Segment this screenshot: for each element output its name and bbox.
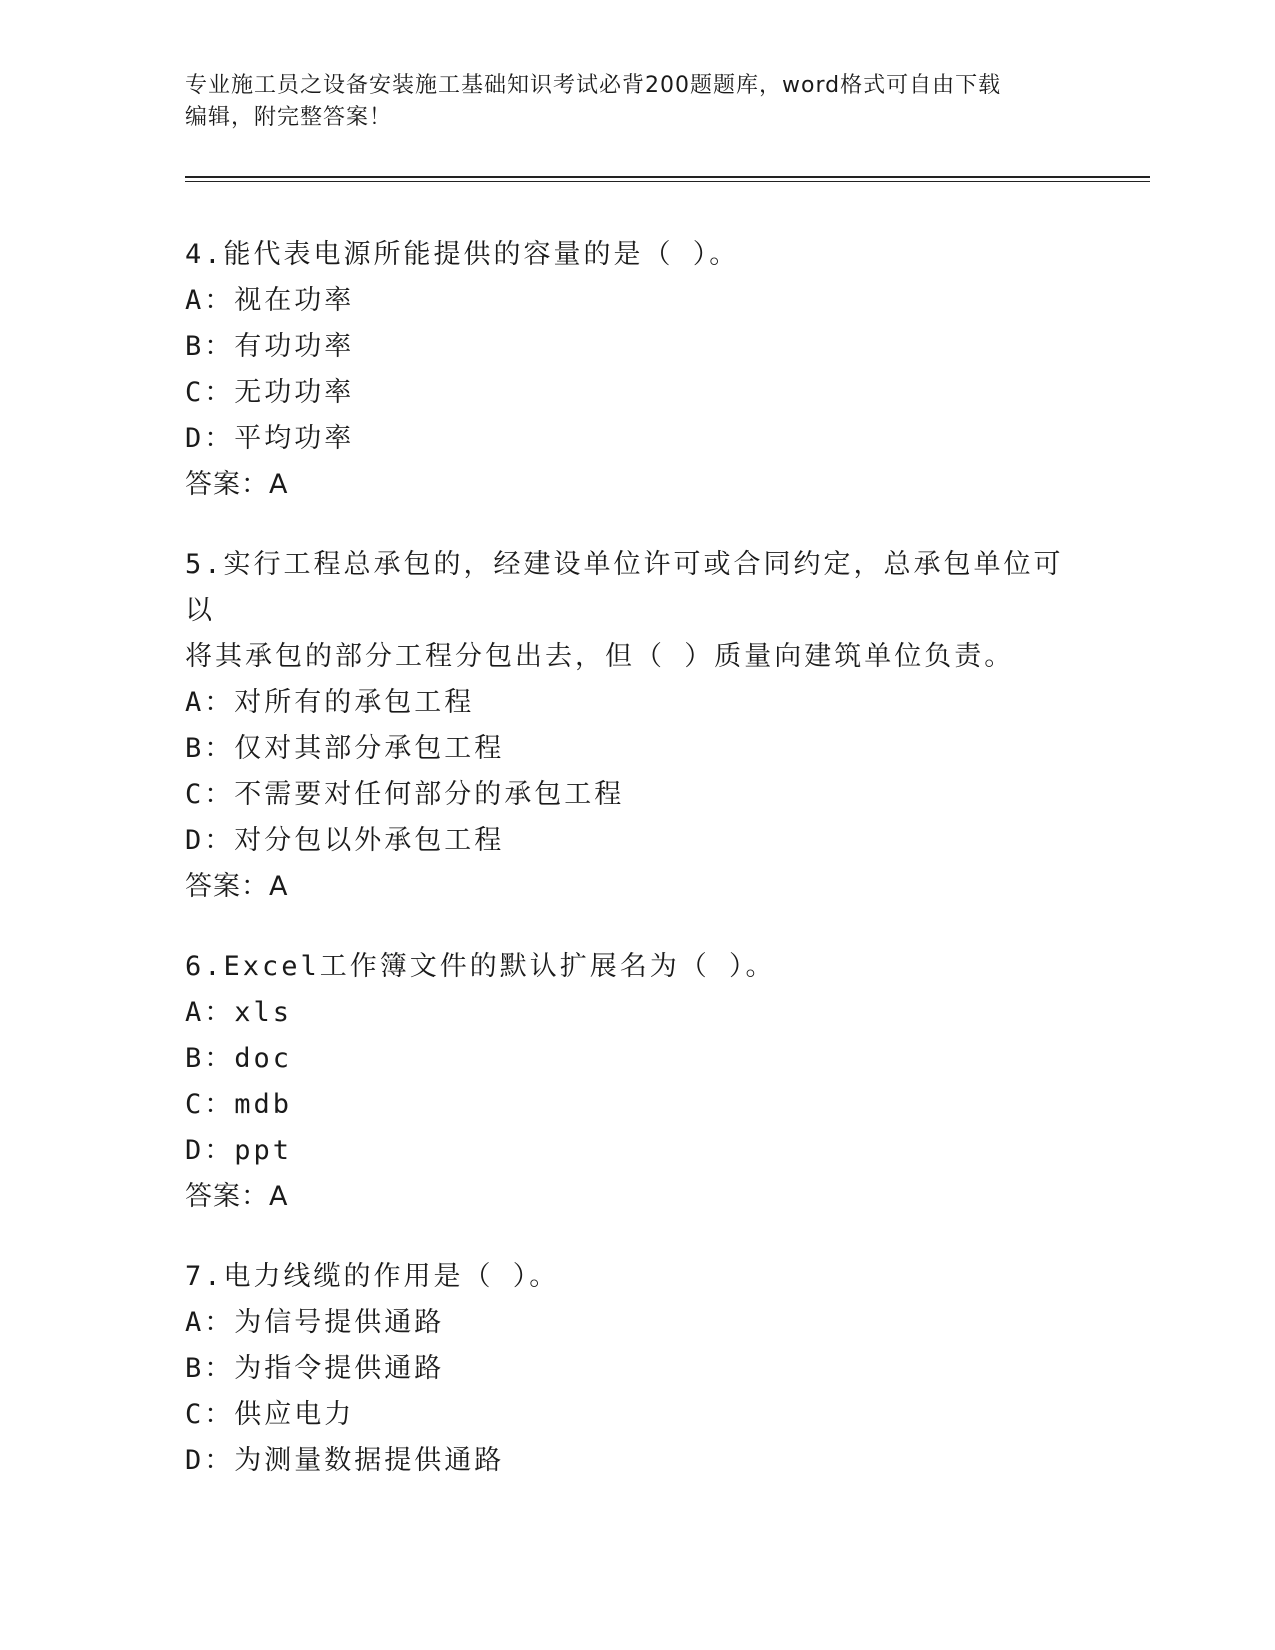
answer: 答案：A	[185, 871, 289, 902]
question-stem-line-2: 将其承包的部分工程分包出去，但（ ）质量向建筑单位负责。	[185, 641, 1015, 672]
question-7	[185, 1254, 1085, 1484]
question-5	[185, 542, 1085, 910]
option-c: C：供应电力	[185, 1399, 355, 1430]
option-d: D：对分包以外承包工程	[185, 825, 505, 856]
question-stem-line-1: 5.实行工程总承包的，经建设单位许可或合同约定，总承包单位可以	[185, 549, 1064, 626]
option-c: C：无功功率	[185, 377, 355, 408]
question-4	[185, 232, 1085, 508]
question-6	[185, 944, 1085, 1220]
header-divider-thin	[185, 181, 1150, 182]
option-b: B：为指令提供通路	[185, 1353, 445, 1384]
question-stem: 4.能代表电源所能提供的容量的是（ ）。	[185, 239, 740, 270]
header-line-1: 专业施工员之设备安装施工基础知识考试必背200题题库，word格式可自由下载	[185, 73, 1002, 98]
question-list	[185, 232, 1085, 1518]
answer: 答案：A	[185, 1181, 289, 1212]
option-c: C：不需要对任何部分的承包工程	[185, 779, 625, 810]
option-d: D：平均功率	[185, 423, 355, 454]
question-stem: 7.电力线缆的作用是（ ）。	[185, 1261, 560, 1292]
option-a: A：xls	[185, 997, 293, 1028]
option-b: B：有功功率	[185, 331, 355, 362]
option-c: C：mdb	[185, 1089, 293, 1120]
header-divider-thick	[185, 176, 1150, 178]
option-a: A：为信号提供通路	[185, 1307, 445, 1338]
question-stem: 6.Excel工作簿文件的默认扩展名为（ ）。	[185, 951, 776, 982]
option-b: B：doc	[185, 1043, 293, 1074]
document-header	[185, 70, 1065, 134]
option-d: D：ppt	[185, 1135, 293, 1166]
option-a: A：视在功率	[185, 285, 355, 316]
option-a: A：对所有的承包工程	[185, 687, 475, 718]
option-b: B：仅对其部分承包工程	[185, 733, 505, 764]
answer: 答案：A	[185, 469, 289, 500]
header-line-2: 编辑，附完整答案！	[185, 105, 393, 130]
option-d: D：为测量数据提供通路	[185, 1445, 505, 1476]
